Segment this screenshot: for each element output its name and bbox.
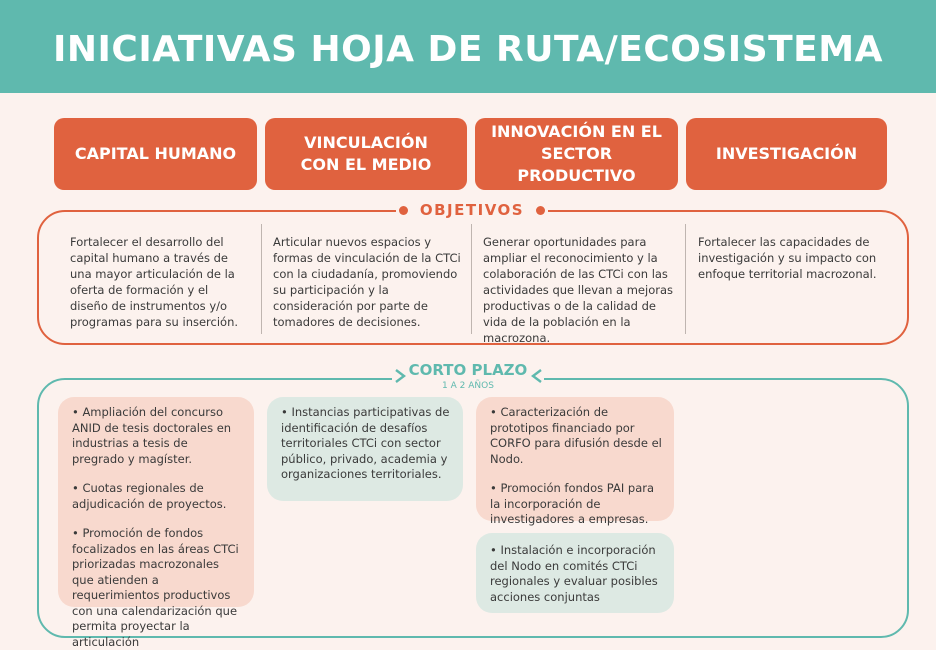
corto-plazo-label: CORTO PLAZO (408, 361, 528, 379)
list-item: • Caracterización de prototipos financiado por CORFO para difusión desde el Nodo. (490, 405, 662, 466)
chevron-left-icon (530, 368, 544, 384)
category-label: INNOVACIÓN EN EL SECTOR PRODUCTIVO (491, 122, 662, 185)
card-innovacion (476, 397, 674, 526)
category-label: CAPITAL HUMANO (74, 144, 237, 163)
category-investigacion (686, 118, 887, 190)
list-item: • Instancias participativas de identificación de desafíos territoriales CTCi con sector público, privado, academia y organizaciones territoriales. (281, 405, 450, 481)
dot-icon (399, 206, 408, 215)
dot-icon (536, 206, 545, 215)
list-item: • Ampliación del concurso ANID de tesis doctorales en industrias a tesis de pregrado y magíster. (72, 405, 232, 466)
objetivos-label: OBJETIVOS (419, 201, 525, 219)
header-banner (0, 0, 936, 93)
category-label: INVESTIGACIÓN (715, 144, 858, 163)
category-label: VINCULACIÓN CON EL MEDIO (300, 133, 432, 174)
objetivo-vinculacion: Articular nuevos espacios y formas de vinculación de la CTCi con la ciudadanía, promoviendo su participación y la consideración por parte de tomadores de decisiones. (273, 235, 461, 329)
category-vinculacion (265, 118, 467, 190)
list-item: • Instalación e incorporación del Nodo en comités CTCi regionales y evaluar posibles acciones conjuntas (490, 543, 658, 604)
list-item: • Cuotas regionales de adjudicación de proyectos. (72, 481, 227, 511)
corto-plazo-heading (392, 360, 544, 394)
objetivo-investigacion: Fortalecer las capacidades de investigación y su impacto con enfoque territorial macrozonal. (698, 235, 877, 281)
objetivos-heading (396, 199, 548, 221)
objetivo-capital-humano: Fortalecer el desarrollo del capital humano a través de una mayor articulación de la oferta de formación y el diseño de instrumentos y/o programas para su inserción. (70, 235, 239, 329)
card-innovacion-nodo (476, 533, 674, 613)
card-vinculacion (267, 397, 463, 501)
category-innovacion (475, 118, 678, 190)
list-item: • Promoción de fondos focalizados en las áreas CTCi priorizadas macrozonales que atienden a requerimientos productivos con una calendarización que permita proyectar la articulación (72, 526, 239, 649)
divider (261, 224, 262, 334)
chevron-right-icon (393, 368, 407, 384)
divider (471, 224, 472, 334)
category-capital-humano (54, 118, 257, 190)
divider (685, 224, 686, 334)
card-capital-humano (58, 397, 254, 649)
corto-plazo-sublabel: 1 A 2 AÑOS (442, 381, 494, 391)
list-item: • Promoción fondos PAI para la incorporación de investigadores a empresas. (490, 481, 655, 526)
objetivo-innovacion: Generar oportunidades para ampliar el reconocimiento y la colaboración de las CTCi con las actividades que llevan a mejoras productivas o de la calidad de vida de la población en la macrozona. (483, 235, 674, 345)
page-title: INICIATIVAS HOJA DE RUTA/ECOSISTEMA (53, 29, 883, 70)
